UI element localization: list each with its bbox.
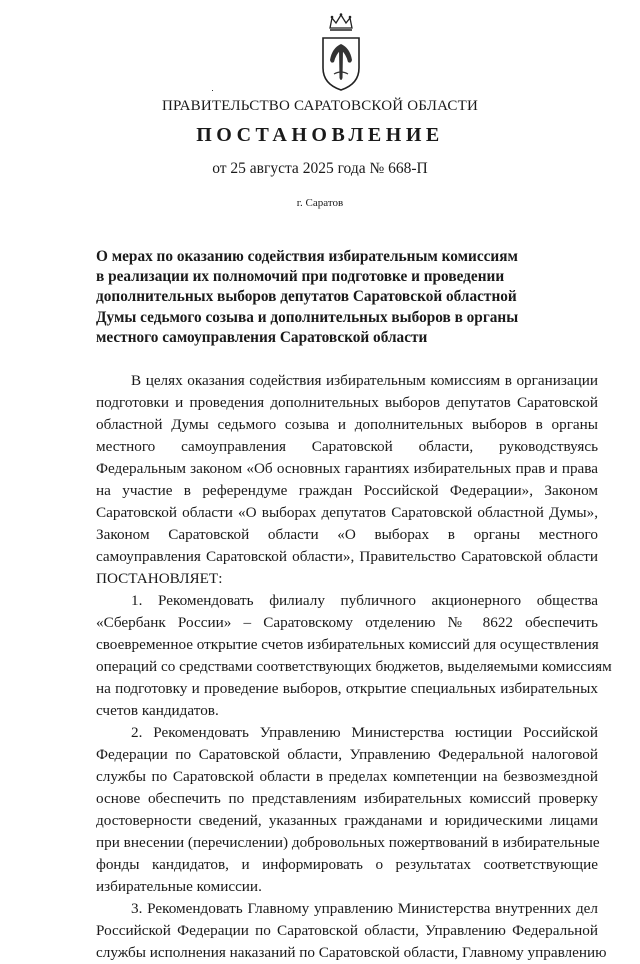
body-line-resolves: ПОСТАНОВЛЯЕТ: [96,570,223,587]
body-line: подготовки и проведения дополнительных выборов депутатов Саратовской [96,394,598,411]
body-line: операций со средствами соответствующих бюджетов, выделяемыми комиссиям [96,658,612,675]
document-subject [96,247,566,348]
body-line: 2. Рекомендовать Управлению Министерства юстиции Российской [131,724,598,741]
subject-line: местного самоуправления Саратовской области [96,328,428,346]
body-line: избирательные комиссии. [96,878,262,895]
body-line: Федерации по Саратовской области, Управлению Федеральной налоговой [96,746,598,763]
saratov-coat-of-arms-icon [316,12,366,92]
body-line: службы по Саратовской области в пределах компетенции на безвозмездной [96,768,598,785]
body-line: Законом Саратовской области «О выборах в органы местного [96,526,598,543]
body-line: службы исполнения наказаний по Саратовской области, Главному управлению [96,944,607,961]
subject-line: дополнительных выборов депутатов Саратовской областной [96,288,517,306]
body-line: своевременное открытие счетов избирательных комиссий для осуществления [96,636,599,653]
subject-line: Думы седьмого созыва и дополнительных выборов в органы [96,308,519,326]
document-city: г. Саратов [296,197,344,209]
subject-line: О мерах по оказанию содействия избирательным комиссиям [96,248,518,265]
body-line: фонды кандидатов, и информировать о результатах соответствующие [96,856,598,873]
body-line: «Сбербанк России» – Саратовскому отделению № 8622 обеспечить [96,614,598,631]
subject-line: в реализации их полномочий при подготовке и проведении [96,268,505,286]
body-line: областной Думы седьмого созыва и дополнительных выборов в органы [96,416,598,433]
government-name: ПРАВИТЕЛЬСТВО САРАТОВСКОЙ ОБЛАСТИ [161,98,479,114]
body-line: местного самоуправления Саратовской области, руководствуясь [96,438,598,455]
body-line: Федеральным законом «Об основных гарантиях избирательных прав и права [96,460,598,477]
body-line: Саратовской области «О выборах депутатов Саратовской областной Думы», [96,504,598,521]
body-line: основе обеспечить по представлениям избирательных комиссий проверку [96,790,598,807]
body-line: Российской Федерации по Саратовской области, Управлению Федеральной [96,922,598,939]
body-line: на подготовку и проведение выборов, открытие специальных избирательных [96,680,598,697]
body-line: 3. Рекомендовать Главному управлению Министерства внутренних дел [131,900,598,917]
document-date-number: от 25 августа 2025 года № 668-П [212,160,428,177]
body-line: счетов кандидатов. [96,702,219,719]
scan-speck [212,90,213,91]
body-line: на участие в референдуме граждан Российской Федерации», Законом [96,482,598,499]
body-line: В целях оказания содействия избирательным комиссиям в организации [131,372,598,389]
document-type: ПОСТАНОВЛЕНИЕ [196,124,444,146]
body-line: самоуправления Саратовской области», Правительство Саратовской области [96,548,598,565]
body-line: при внесении (перечислении) добровольных пожертвований в избирательные [96,834,600,851]
body-line: 1. Рекомендовать филиалу публичного акционерного общества [131,592,598,609]
body-line: достоверности сведений, указанных гражданами и юридическими лицами [96,812,598,829]
